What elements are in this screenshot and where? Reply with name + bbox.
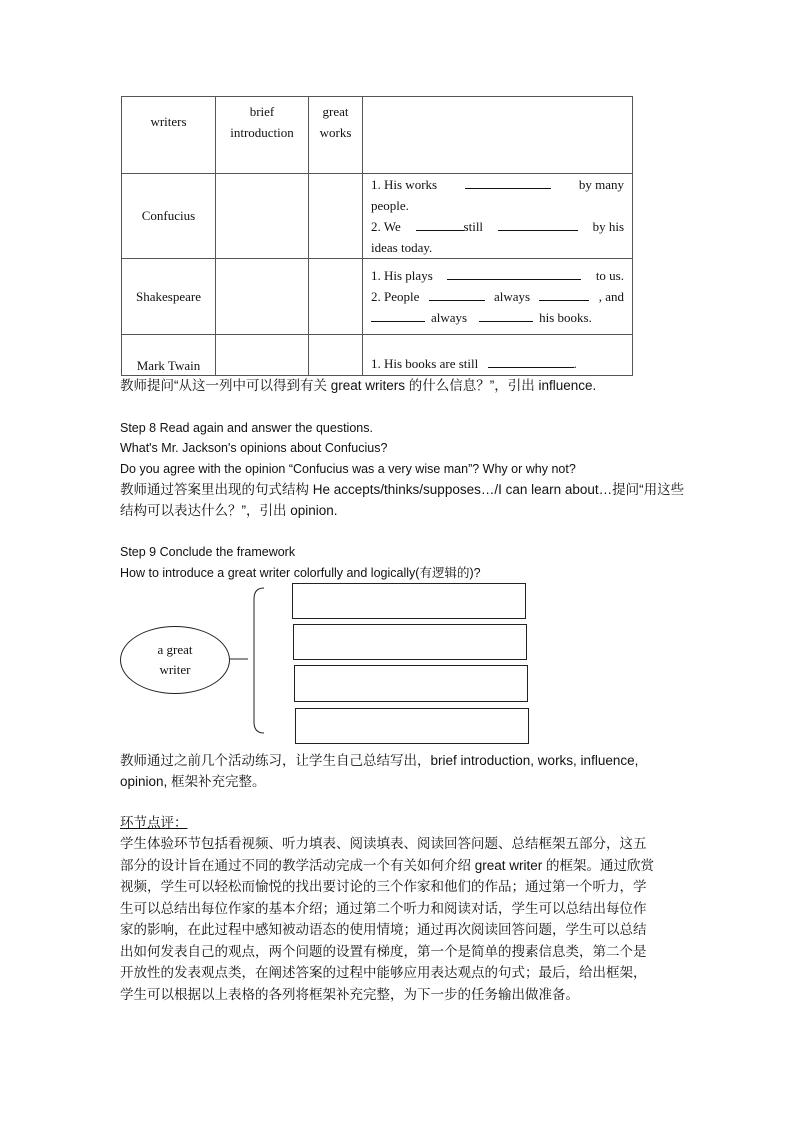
influence-cell: 1. His books are still .: [363, 335, 633, 376]
answer-blank[interactable]: [447, 265, 581, 280]
header-writers: writers: [122, 97, 216, 174]
answer-blank[interactable]: [539, 286, 589, 301]
writers-table: [121, 96, 633, 376]
writer-name: Shakespeare: [122, 259, 216, 335]
framework-brace: [228, 585, 278, 735]
step-9-question: How to introduce a great writer colorfully and logically(有逻辑的)?: [120, 566, 481, 580]
answer-blank[interactable]: [416, 216, 464, 231]
question-2: Do you agree with the opinion “Confucius was a very wise man”? Why or why not?: [120, 462, 576, 476]
table-row-confucius: [122, 174, 633, 259]
summary-line-2: opinion, 框架补充完整。: [120, 774, 266, 789]
table-row-mark-twain: [122, 335, 633, 376]
framework-center-ellipse: a great writer: [120, 626, 230, 694]
header-brief-introduction: brief introduction: [216, 97, 309, 174]
header-influence-empty: [363, 97, 633, 174]
answer-blank[interactable]: [465, 174, 551, 189]
header-great-works: great works: [309, 97, 363, 174]
teacher-question-opinion-line2: 结构可以表达什么？”，引出 opinion.: [120, 503, 338, 518]
answer-blank[interactable]: [479, 307, 533, 322]
summary-line-1: 教师通过之前几个活动练习，让学生自己总结写出，brief introduction, works, influence,: [120, 753, 639, 768]
brief-introduction-cell: [216, 259, 309, 335]
framework-box-3[interactable]: [294, 665, 528, 702]
table-header-row: [122, 97, 633, 174]
brief-introduction-cell: [216, 174, 309, 259]
brief-introduction-cell: [216, 335, 309, 376]
influence-cell: 1. His plays to us. 2. People always , and always his books.: [363, 259, 633, 335]
writer-name: Confucius: [122, 174, 216, 259]
writer-name: Mark Twain: [122, 335, 216, 376]
step-9-heading: Step 9 Conclude the framework: [120, 545, 296, 559]
teacher-question-influence: 教师提问“从这一列中可以得到有关 great writers 的什么信息？”，引出 influence.: [120, 378, 597, 393]
framework-box-1[interactable]: [292, 583, 526, 619]
answer-blank[interactable]: [488, 353, 574, 368]
answer-blank[interactable]: [498, 216, 578, 231]
framework-box-4[interactable]: [295, 708, 529, 744]
review-title: 环节点评：: [120, 815, 188, 830]
great-works-cell: [309, 174, 363, 259]
teacher-question-opinion-line1: 教师通过答案里出现的句式结构 He accepts/thinks/supposes…/I can learn about…提问“用这些: [120, 482, 685, 497]
question-1: What's Mr. Jackson's opinions about Confucius?: [120, 441, 388, 455]
great-works-cell: [309, 259, 363, 335]
great-works-cell: [309, 335, 363, 376]
table-row-shakespeare: [122, 259, 633, 335]
review-paragraph: 学生体验环节包括看视频、听力填表、阅读填表、阅读回答问题、总结框架五部分，这五 部分的设计旨在通过不同的教学活动完成一个有关如何介绍 great writer 的框架。通过欣赏 视频，学生可以轻松而愉悦的找出要讨论的三个作家和他们的作品；通过第一个听力，学 生可以总结出每位作家的基本介绍；通过第二个听力和阅读对话，学生可以总结出每位作 家的影响，在此过程中感知被动语态的使用情境；通过再次阅读回答问题，学生可以总结 出如何发表自己的观点，两个问题的设置有梯度，第一个是简单的搜素信息类，第二个是 开放性的发表观点类，在阐述答案的过程中能够应用表达观点的句式；最后，给出框架， 学生可以根据以上表格的各列将框架补充完整，为下一步的任务输出做准备。: [120, 836, 655, 1002]
framework-box-2[interactable]: [293, 624, 527, 660]
answer-blank[interactable]: [371, 307, 425, 322]
step-8-heading: Step 8 Read again and answer the questions.: [120, 421, 373, 435]
influence-cell: 1. His works by many people. 2. We still by his ideas today.: [363, 174, 633, 259]
answer-blank[interactable]: [429, 286, 485, 301]
